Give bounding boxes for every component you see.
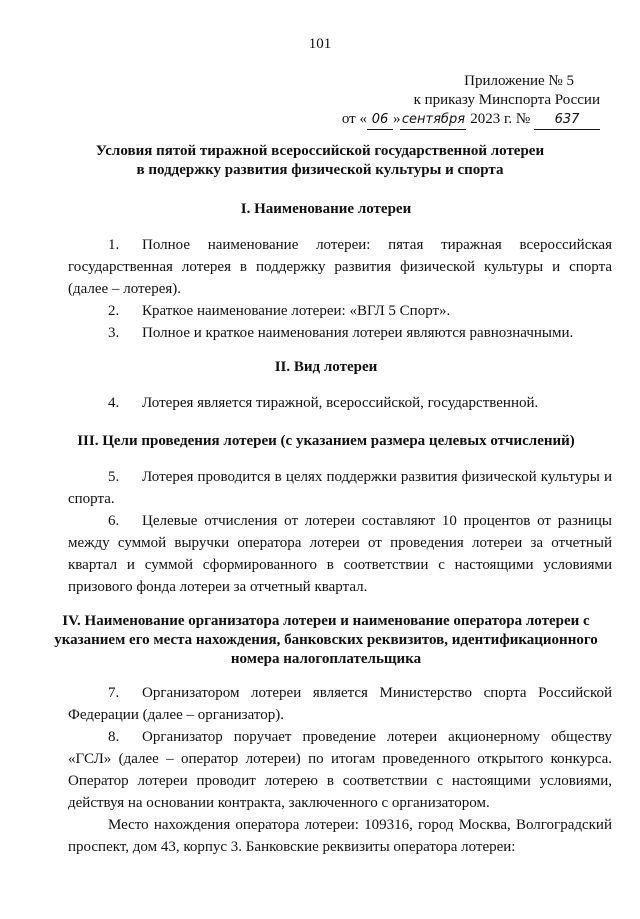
paragraph-4-number: 4. — [108, 395, 120, 411]
paragraph-9-text: Место нахождения оператора лотереи: 109316, город Москва, Волгоградский проспект, дом 43, корпус 3. Банковские реквизиты оператора лотереи: — [68, 817, 612, 855]
annex-date-line — [280, 110, 600, 130]
paragraph-1-text: Полное наименование лотереи: пятая тиражная всероссийская государственная лотерея в поддержку развития физической культуры и спорта (далее – лотерея). — [68, 237, 612, 297]
paragraph-3-number: 3. — [108, 325, 120, 341]
date-mid: » — [392, 111, 401, 127]
paragraph-5-number: 5. — [108, 469, 120, 485]
date-year: 2023 г. № — [466, 111, 534, 127]
title-line-1: Условия пятой тиражной всероссийской государственной лотереи — [95, 143, 545, 159]
paragraph-2-text: Краткое наименование лотереи: «ВГЛ 5 Спорт». — [142, 303, 451, 319]
section-4-heading-line-1: IV. Наименование организатора лотереи и наименование оператора лотереи с — [62, 613, 590, 629]
section-4-heading-line-2: указанием его места нахождения, банковских реквизитов, идентификационного — [54, 632, 598, 648]
paragraph-7-number: 7. — [108, 685, 120, 701]
paragraph-8 — [68, 726, 612, 814]
paragraph-2-number: 2. — [108, 303, 120, 319]
paragraph-8-number: 8. — [108, 729, 120, 745]
date-prefix: от « — [341, 111, 367, 127]
section-2-heading: II. Вид лотереи — [274, 359, 378, 375]
paragraph-2 — [68, 300, 612, 322]
paragraph-3-text: Полное и краткое наименования лотереи являются равнозначными. — [142, 325, 574, 341]
paragraph-4-text: Лотерея является тиражной, всероссийской, государственной. — [142, 395, 539, 411]
paragraph-6-text: Целевые отчисления от лотереи составляют 10 процентов от разницы между суммой выручки оператора лотереи от проведения лотереи за отчетный квартал и суммой сформированного в соответствии с настоящими условиями призового фонда лотереи за отчетный квартал. — [68, 513, 612, 595]
paragraph-7-text: Организатором лотереи является Министерство спорта Российской Федерации (далее – организатор). — [68, 685, 612, 723]
paragraph-1 — [68, 234, 612, 300]
section-3-body — [68, 466, 612, 598]
paragraph-1-number: 1. — [108, 237, 120, 253]
annex-title: Приложение № 5 — [464, 73, 574, 89]
section-4-heading-line-3: номера налогоплательщика — [230, 651, 422, 667]
section-1-heading: I. Наименование лотереи — [240, 201, 412, 217]
title-line-2: в поддержку развития физической культуры и спорта — [136, 162, 504, 178]
order-number: 637 — [534, 110, 600, 130]
paragraph-7 — [68, 682, 612, 726]
paragraph-5-text: Лотерея проводится в целях поддержки развития физической культуры и спорта. — [68, 469, 612, 507]
section-2-body — [68, 392, 612, 414]
date-day: 06 — [367, 110, 393, 130]
paragraph-3 — [68, 322, 612, 344]
paragraph-5 — [68, 466, 612, 510]
annex-header — [280, 72, 600, 130]
paragraph-8-text: Организатор поручает проведение лотереи акционерному обществу «ГСЛ» (далее – оператор лотереи) по итогам проведенного открытого конкурса. Оператор лотереи проводит лотерею в соответствии с настоящими условиями, действуя на основании контракта, заключенного с организатором. — [68, 729, 612, 811]
paragraph-6 — [68, 510, 612, 598]
paragraph-6-number: 6. — [108, 513, 120, 529]
page-number: 101 — [308, 36, 332, 52]
section-3-heading: III. Цели проведения лотереи (с указанием размера целевых отчислений) — [77, 433, 575, 449]
document-title — [60, 142, 580, 180]
date-month: сентября — [400, 110, 466, 130]
section-4-heading — [40, 612, 612, 669]
section-4-body — [68, 682, 612, 858]
annex-order-ref: к приказу Минспорта России — [413, 92, 600, 108]
paragraph-4 — [68, 392, 612, 414]
section-1-body — [68, 234, 612, 344]
paragraph-9 — [68, 814, 612, 858]
